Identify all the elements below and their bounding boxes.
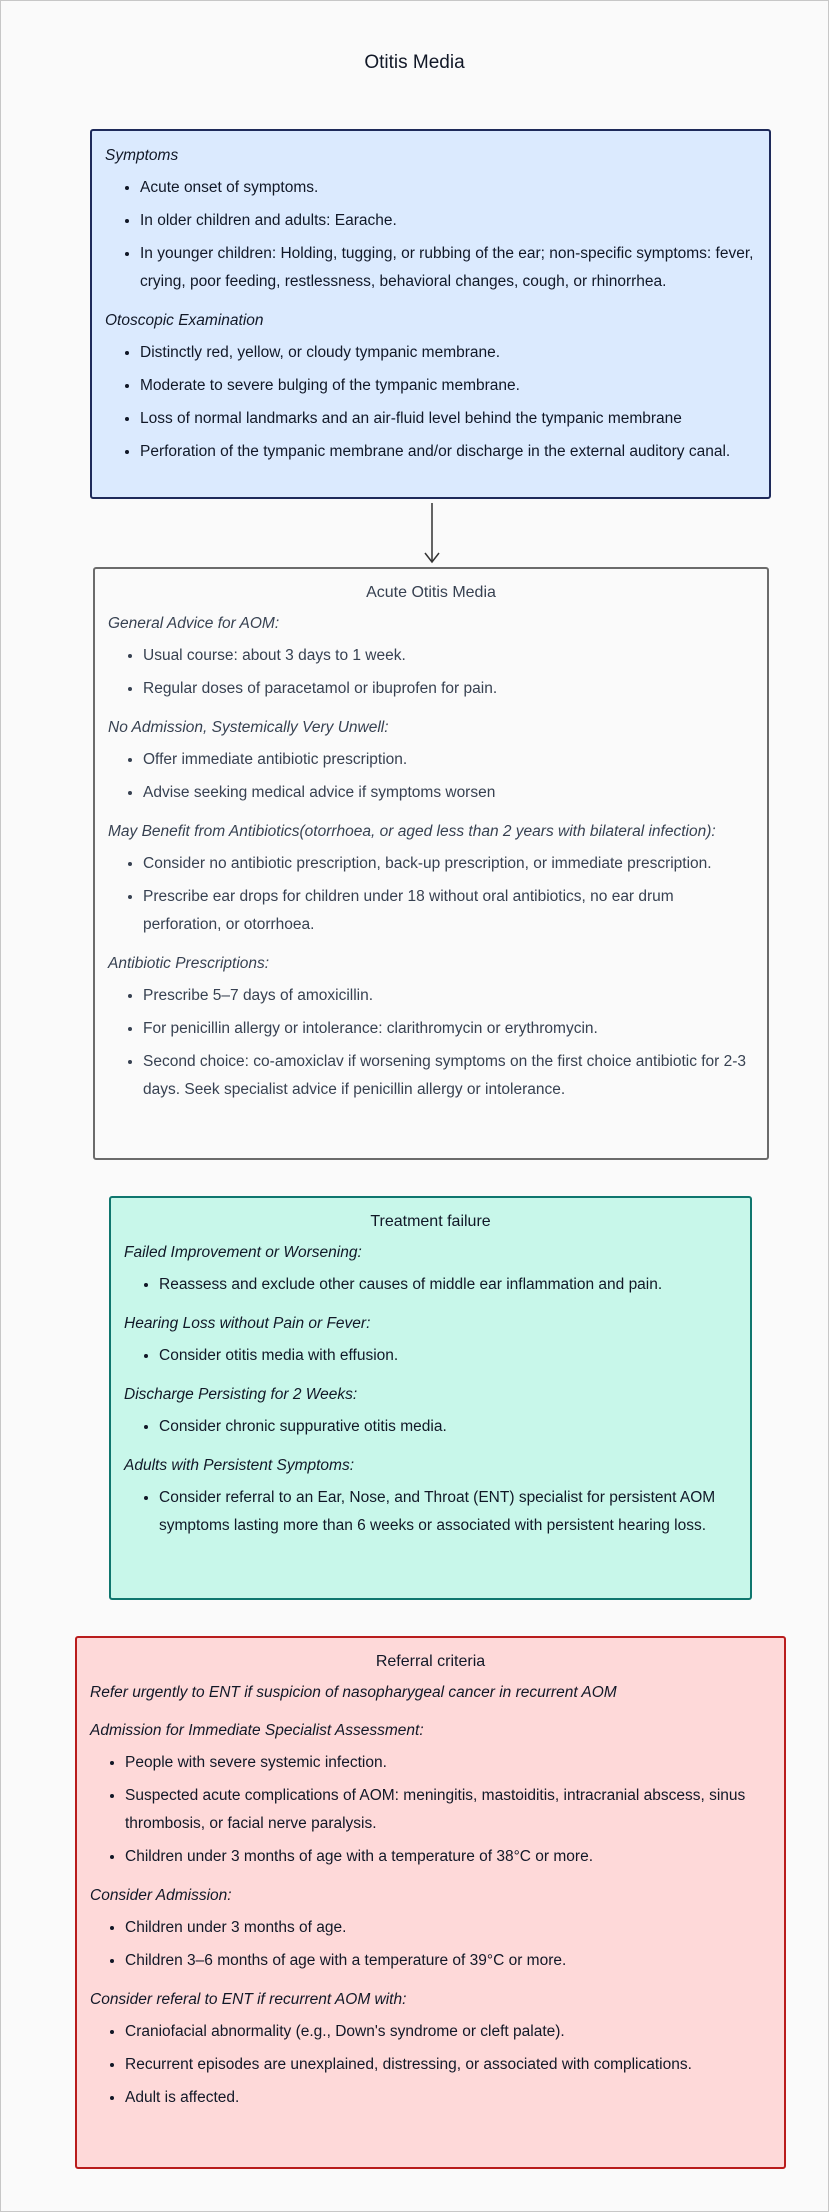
section-title: No Admission, Systemically Very Unwell: — [108, 719, 389, 736]
section — [90, 1718, 771, 1871]
section — [108, 819, 754, 939]
section — [90, 1987, 771, 2112]
list-item: • Prescribe 5–7 days of amoxicillin. — [143, 981, 754, 1010]
section-title: Antibiotic Prescriptions: — [108, 955, 270, 972]
bullet-list — [90, 2017, 771, 2112]
bullet-list — [108, 981, 754, 1104]
section — [90, 1883, 771, 1975]
section-title: Refer urgently to ENT if suspicion of nasopharygeal cancer in recurrent AOM — [90, 1684, 617, 1701]
section-title: Consider referal to ENT if recurrent AOM with: — [90, 1991, 407, 2008]
section-title: Failed Improvement or Worsening: — [124, 1244, 362, 1261]
list-item: • Suspected acute complications of AOM: meningitis, mastoiditis, intracranial abscess, sinus thrombosis, or facial nerve paralysis. — [125, 1781, 771, 1838]
section-title: Consider Admission: — [90, 1887, 232, 1904]
section-title: May Benefit from Antibiotics(otorrhoea, or aged less than 2 years with bilateral infection): — [108, 823, 716, 840]
bullet-list — [124, 1270, 737, 1299]
section — [108, 951, 754, 1104]
section-title: Admission for Immediate Specialist Assessment: — [90, 1722, 424, 1739]
referral-criteria-box — [75, 1636, 786, 2169]
down-arrow-icon — [424, 503, 440, 565]
list-item: • Loss of normal landmarks and an air-fluid level behind the tympanic membrane — [140, 404, 756, 433]
section-title: Otoscopic Examination — [105, 312, 264, 329]
list-item: • Advise seeking medical advice if symptoms worsen — [143, 778, 754, 807]
bullet-list — [124, 1341, 737, 1370]
list-item: • Acute onset of symptoms. — [140, 173, 756, 202]
section — [124, 1453, 737, 1540]
box-heading: Referral criteria — [375, 1653, 486, 1670]
list-item: • Children under 3 months of age with a temperature of 38°C or more. — [125, 1842, 771, 1871]
section-title: Adults with Persistent Symptoms: — [124, 1457, 354, 1474]
list-item: • Usual course: about 3 days to 1 week. — [143, 641, 754, 670]
bullet-list — [90, 1913, 771, 1975]
section — [105, 143, 756, 296]
list-item: • People with severe systemic infection. — [125, 1748, 771, 1777]
bullet-list — [108, 641, 754, 703]
list-item: • Reassess and exclude other causes of middle ear inflammation and pain. — [159, 1270, 737, 1299]
treatment-failure-box — [109, 1196, 752, 1600]
list-item: • Prescribe ear drops for children under 18 without oral antibiotics, no ear drum perforation, or otorrhoea. — [143, 882, 754, 939]
list-item: • Distinctly red, yellow, or cloudy tympanic membrane. — [140, 338, 756, 367]
list-item: • In older children and adults: Earache. — [140, 206, 756, 235]
list-item: • Offer immediate antibiotic prescription. — [143, 745, 754, 774]
bullet-list — [124, 1412, 737, 1441]
section-title: Hearing Loss without Pain or Fever: — [124, 1315, 371, 1332]
list-item: • For penicillin allergy or intolerance: clarithromycin or erythromycin. — [143, 1014, 754, 1043]
list-item: • Consider chronic suppurative otitis media. — [159, 1412, 737, 1441]
bullet-list — [105, 338, 756, 466]
section — [90, 1680, 771, 1706]
bullet-list — [90, 1748, 771, 1871]
section-title: Symptoms — [105, 147, 179, 164]
list-item: • Consider no antibiotic prescription, back-up prescription, or immediate prescription. — [143, 849, 754, 878]
list-item: • Recurrent episodes are unexplained, distressing, or associated with complications. — [125, 2050, 771, 2079]
section — [108, 715, 754, 807]
acute-otitis-media-box — [93, 567, 769, 1160]
list-item: • Craniofacial abnormality (e.g., Down's syndrome or cleft palate). — [125, 2017, 771, 2046]
section — [108, 611, 754, 703]
list-item: • Perforation of the tympanic membrane and/or discharge in the external auditory canal. — [140, 437, 756, 466]
list-item: • In younger children: Holding, tugging, or rubbing of the ear; non-specific symptoms: fever, crying, poor feeding, restlessness, behavioral changes, cough, or rhinorrhea. — [140, 239, 756, 296]
bullet-list — [124, 1483, 737, 1540]
section — [124, 1311, 737, 1370]
list-item: • Regular doses of paracetamol or ibuprofen for pain. — [143, 674, 754, 703]
section — [124, 1382, 737, 1441]
bullet-list — [108, 745, 754, 807]
list-item: • Adult is affected. — [125, 2083, 771, 2112]
list-item: • Children under 3 months of age. — [125, 1913, 771, 1942]
symptoms-box — [90, 129, 771, 499]
bullet-list — [105, 173, 756, 296]
list-item: • Moderate to severe bulging of the tympanic membrane. — [140, 371, 756, 400]
box-heading: Acute Otitis Media — [366, 584, 496, 601]
box-heading: Treatment failure — [370, 1213, 491, 1230]
list-item: • Second choice: co-amoxiclav if worsening symptoms on the first choice antibiotic for 2-3 days. Seek specialist advice if penicillin allergy or intolerance. — [143, 1047, 754, 1104]
section — [124, 1240, 737, 1299]
list-item: • Children 3–6 months of age with a temperature of 39°C or more. — [125, 1946, 771, 1975]
section-title: Discharge Persisting for 2 Weeks: — [124, 1386, 358, 1403]
list-item: • Consider referral to an Ear, Nose, and Throat (ENT) specialist for persistent AOM symptoms lasting more than 6 weeks or associated with persistent hearing loss. — [159, 1483, 737, 1540]
section-title: General Advice for AOM: — [108, 615, 280, 632]
page-title: Otitis Media — [364, 52, 465, 73]
bullet-list — [108, 849, 754, 939]
section — [105, 308, 756, 466]
list-item: • Consider otitis media with effusion. — [159, 1341, 737, 1370]
